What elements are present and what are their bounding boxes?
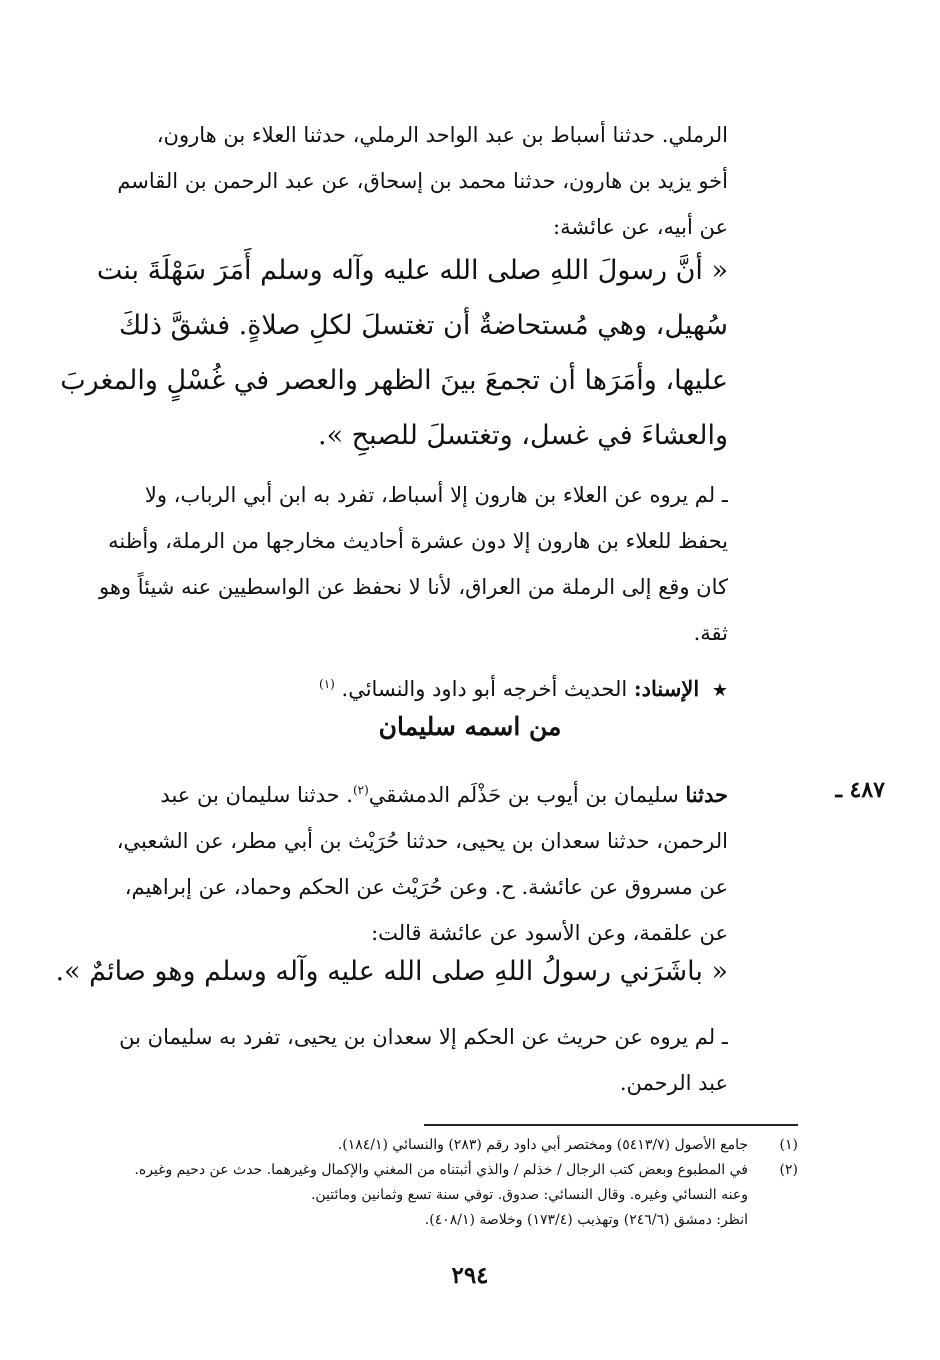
footnote — [18, 1158, 798, 1183]
page-number: ٢٩٤ — [451, 1262, 489, 1289]
text-line: عن مسروق عن عائشة. ح. وعن حُرَيْث عن الحكم وحماد، عن إبراهيم، — [124, 875, 728, 899]
text-line: عليها، وأمَرَها أن تجمعَ بينَ الظهر والعصر في غُسْلٍ والمغربَ — [60, 365, 728, 396]
isnad-label: الإسناد: — [633, 676, 700, 701]
footnote-text: وعنه النسائي وغيره. وقال النسائي: صدوق. توفي سنة تسع وثمانين ومائتين. — [310, 1187, 748, 1203]
entry-487-chain — [48, 767, 728, 956]
entry-text: سليمان بن أيوب بن حَذْلَم الدمشقي — [368, 783, 679, 807]
footnote-number — [748, 1183, 798, 1208]
text-line: والعشاءَ في غسل، وتغتسلَ للصبحِ ». — [317, 420, 728, 451]
text-line: عبد الرحمن. — [619, 1071, 728, 1095]
hadith-number: ٤٨٧ ـ — [835, 777, 885, 803]
isnad-text: الحديث أخرجه أبو داود والنسائي. — [341, 677, 628, 701]
footnote-text: في المطبوع وبعض كتب الرجال / خذلم / والذي أثبتناه من المغني والإكمال وغيرهما. حدث عن دحيم وغيره. — [134, 1162, 748, 1178]
section-heading: من اسمه سليمان — [378, 712, 562, 741]
text-line: ـ لم يروه عن العلاء بن هارون إلا أسباط، تفرد به ابن أبي الرباب، ولا — [144, 483, 728, 507]
text-line: ـ لم يروه عن حريث عن الحكم إلا سعدان بن يحيى، تفرد به سليمان بن — [119, 1025, 728, 1049]
isnad-note — [128, 664, 728, 711]
footnotes — [18, 1133, 798, 1233]
footnote-marker: (٢) — [352, 783, 369, 797]
footnote-number: (٢) — [779, 1162, 798, 1178]
footnote-continuation — [18, 1208, 798, 1233]
text-line: ثقة. — [693, 621, 728, 645]
footnote-marker: (١) — [319, 677, 335, 691]
text-line: الرحمن، حدثنا سعدان بن يحيى، حدثنا حُرَيْث بن أبي مطر، عن الشعبي، — [116, 829, 728, 853]
text-line: أخو يزيد بن هارون، حدثنا محمد بن إسحاق، عن عبد الرحمن بن القاسم — [117, 169, 728, 193]
text-line: كان وقع إلى الرملة من العراق، لأنا لا نحفظ عن الواسطيين عنه شيئاً وهو — [99, 575, 728, 599]
intro-paragraph — [48, 112, 728, 250]
text-line — [48, 767, 728, 818]
footnote — [18, 1133, 798, 1158]
text-line: عن علقمة، وعن الأسود عن عائشة قالت: — [371, 921, 728, 945]
footnote-text: جامع الأصول (٥٤١٣/٧) ومختصر أبي داود رقم (٢٨٣) والنسائي (١٨٤/١). — [337, 1137, 748, 1153]
hadith-text — [48, 243, 728, 463]
star-icon: ★ — [711, 680, 728, 701]
footnote-number: (١) — [779, 1137, 798, 1153]
text-line: يحفظ للعلاء بن هارون إلا دون عشرة أحاديث مخارجها من الرملة، وأظنه — [108, 529, 728, 553]
text-line: عن أبيه، عن عائشة: — [553, 215, 728, 239]
text-line: « أنَّ رسولَ اللهِ صلى الله عليه وآله وسلم أَمَرَ سَهْلَةَ بنت — [96, 255, 728, 286]
commentary-paragraph — [48, 472, 728, 656]
text-line: « باشَرَني رسولُ اللهِ صلى الله عليه وآله وسلم وهو صائمٌ ». — [55, 956, 728, 987]
entry-opening-word: حدثنا — [685, 782, 728, 807]
footnote-number — [748, 1208, 798, 1233]
commentary-paragraph — [48, 1014, 728, 1106]
text-line: الرملي. حدثنا أسباط بن عبد الواحد الرملي، حدثنا العلاء بن هارون، — [156, 123, 728, 147]
footnote-divider — [424, 1124, 798, 1126]
footnote-text: انظر: دمشق (٢٤٦/٦) وتهذيب (١٧٣/٤) وخلاصة (٤٠٨/١). — [424, 1212, 748, 1228]
hadith-text — [38, 944, 728, 999]
footnote-continuation — [18, 1183, 798, 1208]
text-line: سُهيل، وهي مُستحاضةٌ أن تغتسلَ لكلِ صلاةٍ. فشقَّ ذلكَ — [119, 310, 728, 341]
entry-text: . حدثنا سليمان بن عبد — [160, 783, 353, 807]
